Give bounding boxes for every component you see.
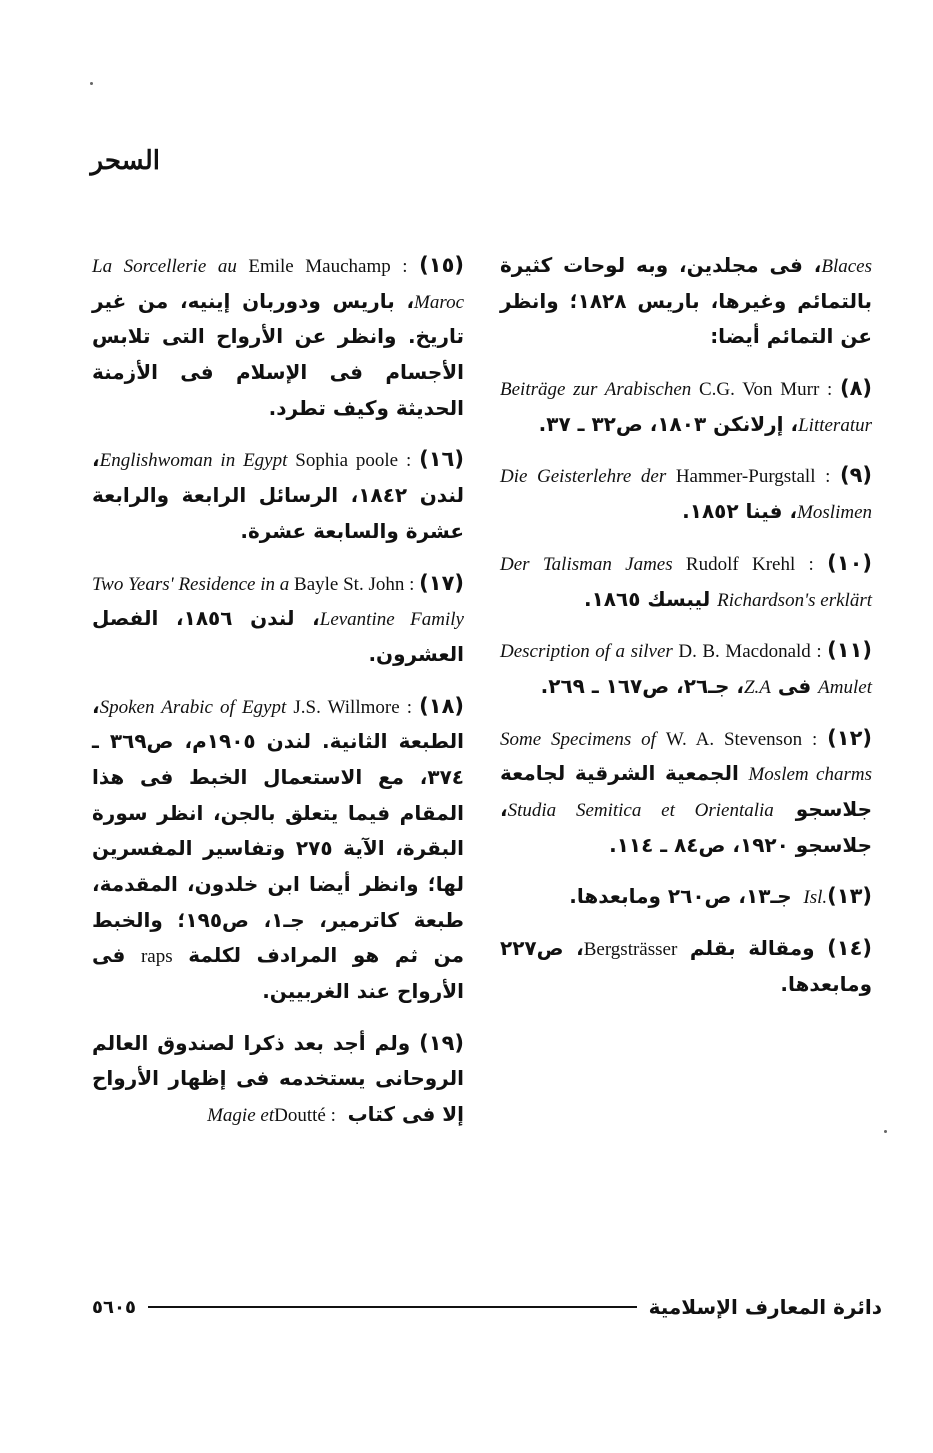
footnote-latn-text: Emile Mauchamp : [236, 256, 420, 277]
footnote [500, 931, 872, 1002]
footnote-ar-text: ولم أجد بعد ذكرا لصندوق العالم الروحانى يستخدمه فى إظهار الأرواح إلا فى كتاب [92, 1030, 464, 1127]
footnote-ar-text: ، ص٢٢٧ ومابعدها. [500, 936, 872, 996]
page-number: ٥٦٠٥ [92, 1296, 136, 1318]
footnote-latn-text: Bayle St. John : [289, 573, 420, 595]
footnote-ar-text: ليبسك ١٨٦٥. [583, 586, 718, 611]
footnote-ar-text: ، فينا ١٨٥٢. [682, 499, 798, 524]
footnote-num-text: (١٦) [419, 447, 464, 472]
footnote-ar-text: ، إرلانكن ١٨٠٣، ص٣٢ ـ ٣٧. [538, 411, 799, 436]
footnote-ar-text: ، لندن ١٨٥٦، الفصل العشرون. [92, 606, 464, 666]
footnote-ar-text: ومقالة بقلم [677, 936, 828, 960]
footnote-num-text: (١٤) [827, 936, 873, 960]
footnote [500, 879, 872, 915]
footnote-lat-text: La Sorcellerie au Maroc [92, 256, 464, 313]
journal-title: دائرة المعارف الإسلامية [648, 1295, 882, 1319]
footnote-num-text: (١٠) [827, 550, 872, 575]
footnote-latn-text: Bergsträsser [583, 939, 678, 960]
footnote-latn-text: Doutté : [274, 1105, 341, 1127]
footnote-num-text: (١٥) [419, 253, 464, 277]
scan-speck [90, 82, 93, 85]
footnote [500, 546, 872, 617]
footnote-lat-text: Englishwoman in Egypt [99, 450, 288, 472]
footnote-latn-text: D. B. Macdonald : [672, 641, 828, 663]
footnote [500, 248, 872, 355]
footnote-ar-text: ، الطبعة الثانية. لندن ١٩٠٥م، ص٣٦٩ ـ ٣٧٤، مع الاستعمال الخبط فى هذا المقام فيما يتعلق بالجن، انظر سورة البقرة، الآية ٢٧٥ وتفاسير المفسرين لها؛ وانظر أيضا ابن خلدون، المقدمة، طبعة كاترمير، جـ١، ص١٩٥؛ والخبط من ثم هو المرادف لكلمة [92, 693, 464, 968]
page-title: السحر [90, 146, 160, 176]
footnote-lat-text: Magie et [207, 1105, 275, 1127]
footnote [500, 371, 872, 442]
footnote-num-text: (١١) [827, 638, 872, 663]
footnote-latn-text: J.S. Willmore : [286, 696, 420, 718]
footnote-lat-text: Der Talisman James Richardson's erklärt [500, 553, 872, 611]
footnote-lat-text: Beiträge zur Arabischen Litteratur [500, 379, 872, 436]
footnote-num-text: (١٩) [419, 1030, 464, 1055]
footnote-ar-text: ، لندن ١٨٤٢، الرسائل الرابعة والرابعة عشرة والسابعة عشرة. [92, 447, 464, 543]
footnote [92, 566, 464, 673]
footnote-lat-text: Blaces [821, 256, 872, 277]
footnote [92, 248, 464, 426]
footnote-num-text: (٨) [839, 376, 872, 401]
footnote-num-text: (١٢) [827, 725, 872, 750]
page-footer [92, 1292, 882, 1322]
footnote-num-text: (١٣) [827, 884, 872, 909]
footer-rule [148, 1306, 637, 1308]
footnote-ar-text: ، باريس ودوربان إينيه، من غير تاريخ. وانظر عن الأرواح التى تلابس الأجسام فى الإسلام فى الأزمنة الحديثة وكيف تطرد. [92, 288, 464, 420]
footnote-lat-text: Die Geisterlehre der Moslimen [500, 466, 872, 524]
footnote [92, 689, 464, 1010]
footnote-latn-text: Sophia poole : [287, 450, 420, 472]
footnote-ar-text: الجمعية الشرقية لجامعة جلاسجو [500, 761, 873, 821]
footnote-latn-text: Rudolf Krehl : [672, 553, 828, 575]
footnote-ar-text: ، جـ٢٦، ص١٦٧ ـ ٢٦٩. [540, 673, 744, 698]
footnote-lat-text: Spoken Arabic of Egypt [99, 696, 287, 718]
footnote-lat-text: Description of a silver Amulet [500, 641, 872, 698]
footnote [500, 633, 872, 704]
footnote-latn-text: C.G. Von Murr : [691, 379, 840, 401]
footnotes-right-column [500, 248, 872, 1018]
scan-speck [884, 1130, 887, 1133]
footnote-num-text: (١٨) [419, 693, 464, 718]
footnote [500, 721, 872, 864]
footnote-lat-text: Studia Semitica et Orientalia [507, 799, 774, 821]
footnotes-left-column [92, 248, 464, 1149]
footnote [500, 458, 872, 529]
footnote-ar-text: ، فى مجلدين، وبه لوحات كثيرة بالتمائم وغيرها، باريس ١٨٢٨؛ وانظر عن التمائم أيضا: [500, 253, 872, 349]
footnote-lat-text: Some Specimens of Moslem charms [500, 728, 872, 786]
footnote-ar-text: فى الأرواح عند الغربيين. [92, 943, 464, 1004]
footnote-latn-text: Hammer-Purgstall : [666, 466, 840, 488]
footnote-ar-text: جـ١٣، ص٢٦٠ ومابعدها. [569, 884, 799, 909]
footnote-lat-text: Isl. [798, 887, 828, 909]
footnote-ar-text: ، جلاسجو ١٩٢٠، ص٨٤ ـ ١١٤. [500, 796, 872, 857]
footnote-latn-text: W. A. Stevenson : [655, 728, 828, 750]
footnote-num-text: (١٧) [419, 570, 464, 595]
footnote [92, 442, 464, 549]
footnote-ar-text: فى [770, 673, 819, 698]
footnote-lat-text: Z.A [743, 676, 771, 698]
footnote-latn-text: raps [140, 946, 173, 968]
footnote-lat-text: Two Years' Residence in a Levantine Family [92, 573, 464, 631]
footnote-num-text: (٩) [839, 463, 872, 488]
footnote [92, 1026, 464, 1133]
